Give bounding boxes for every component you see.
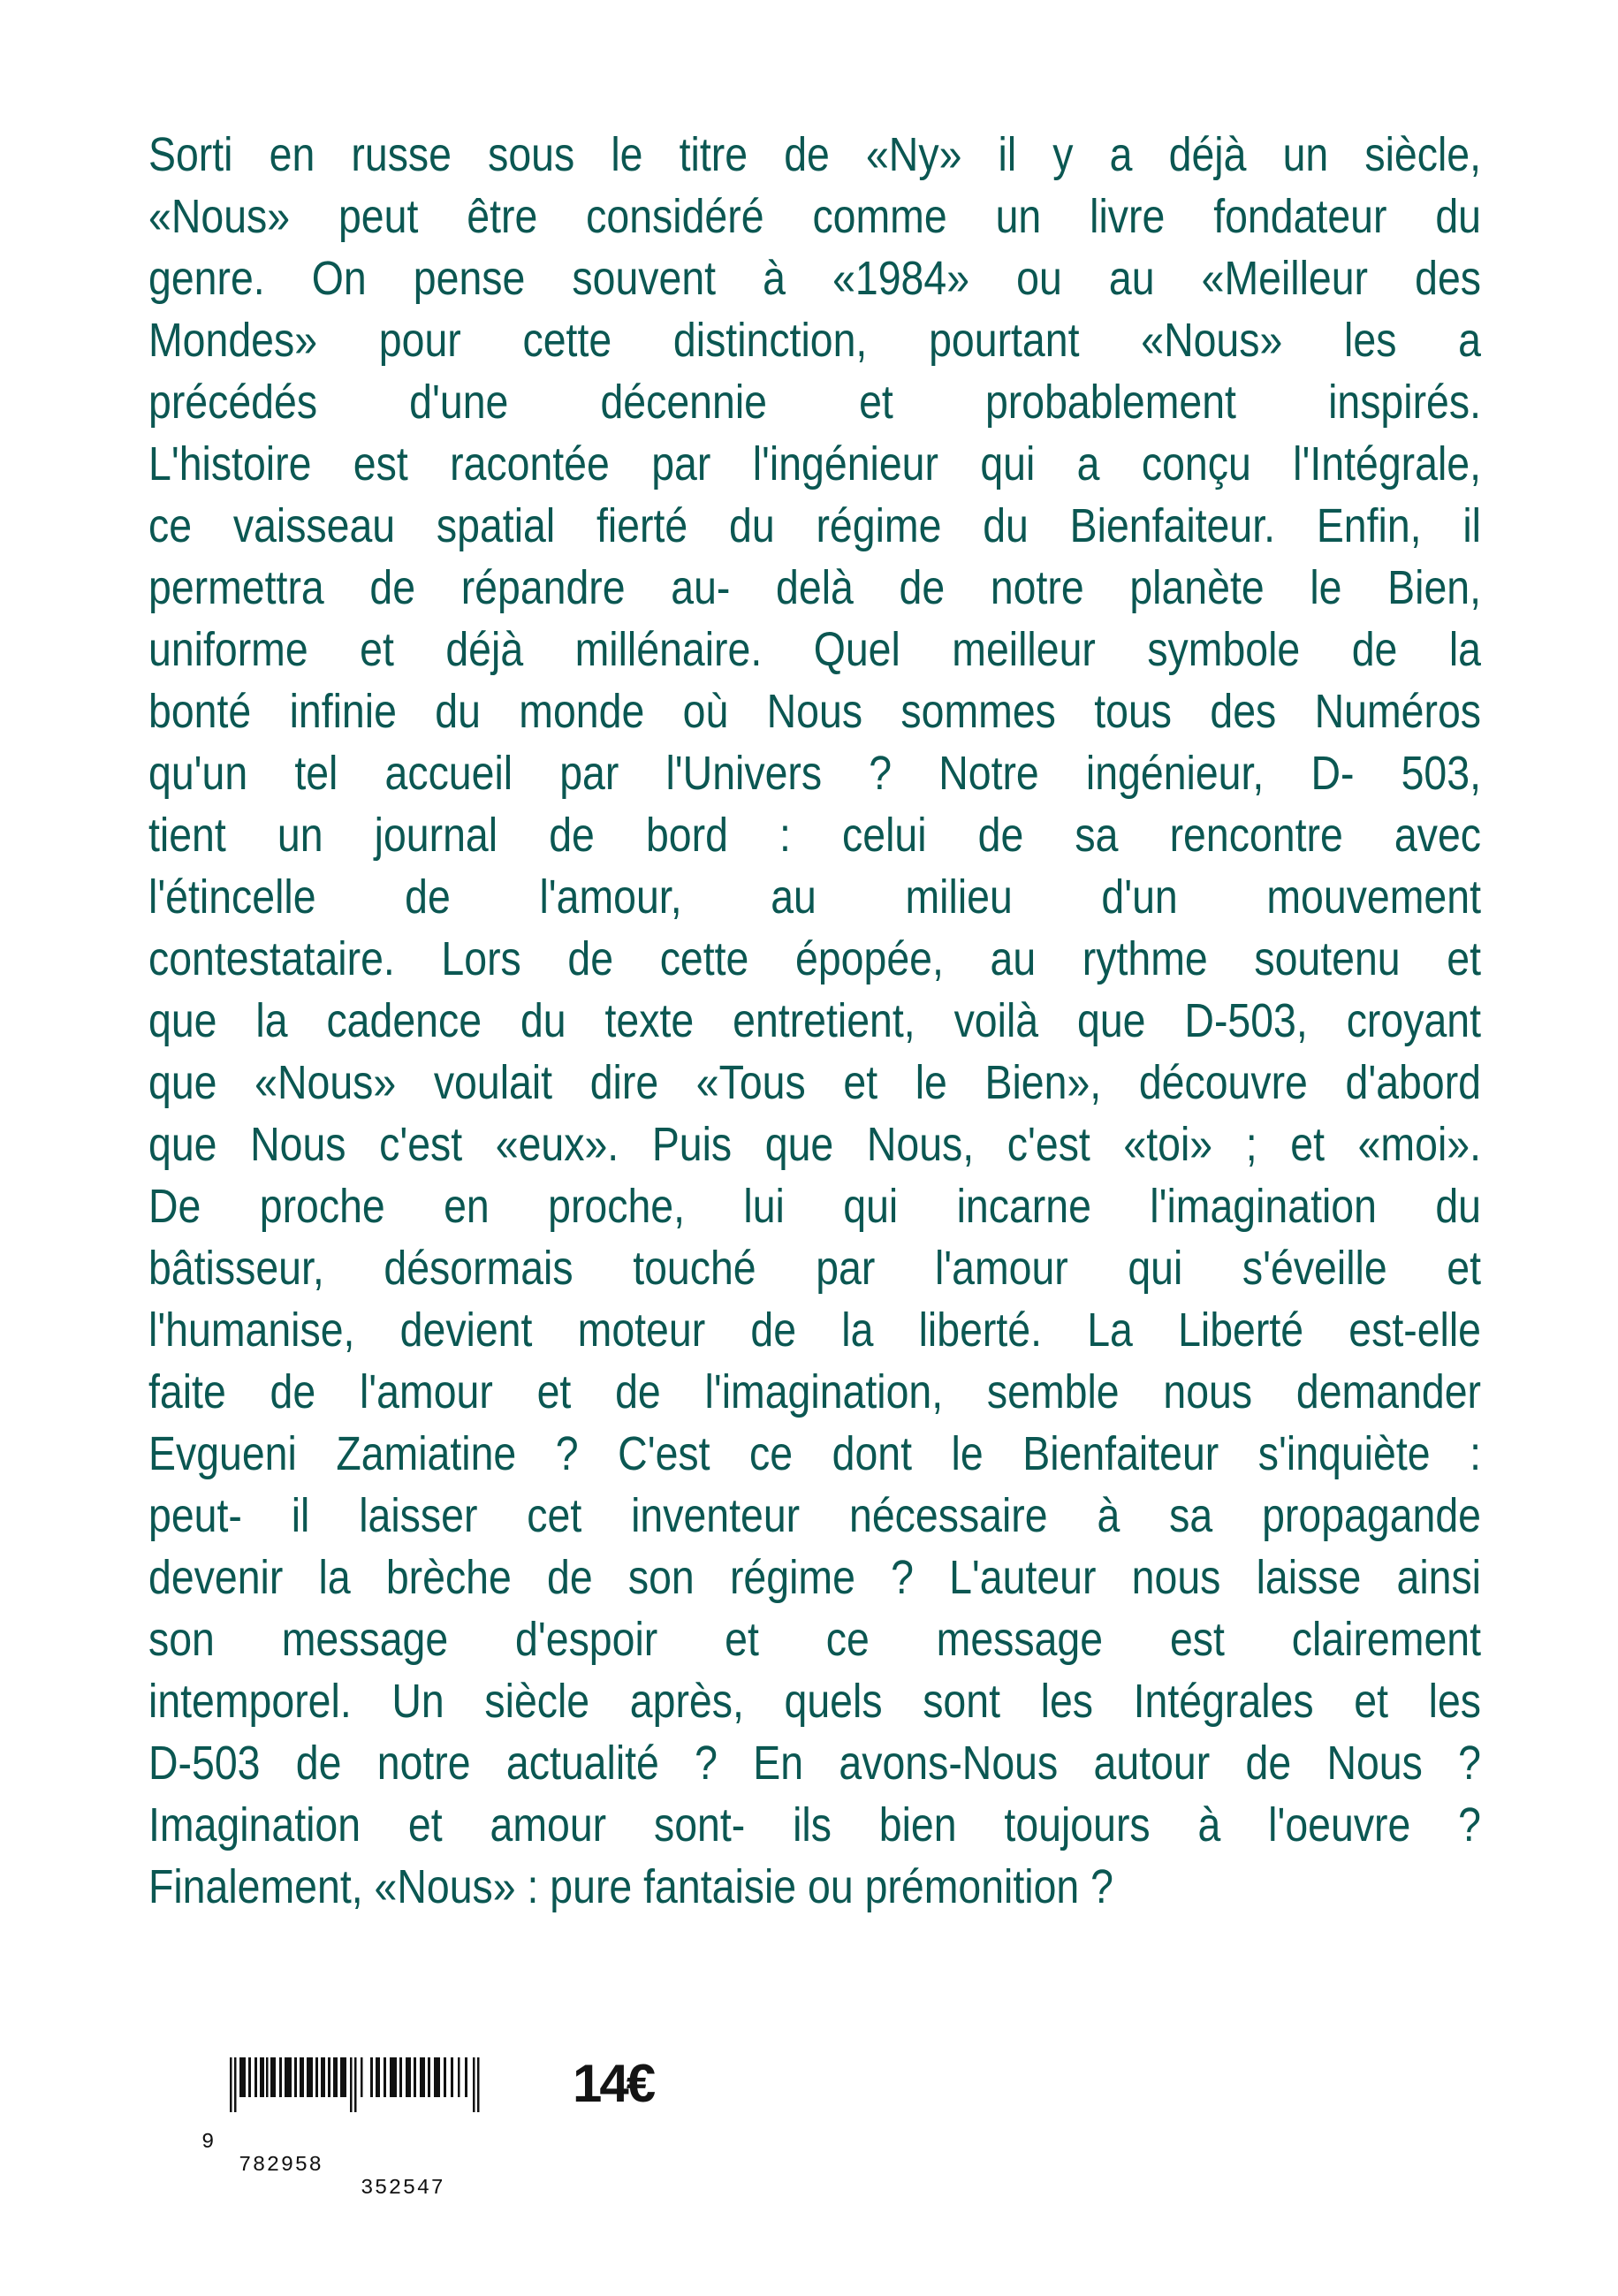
blurb-line: l'humanise, devient moteur de la liberté. La Liberté est-elle	[148, 1304, 1482, 1357]
isbn-group-right: 352547	[361, 2177, 445, 2201]
blurb-line: qu'un tel accueil par l'Univers ? Notre ingénieur, D- 503,	[148, 747, 1481, 800]
barcode-bars-icon	[230, 2057, 481, 2112]
blurb-line: précédés d'une décennie et probablement inspirés.	[148, 376, 1482, 429]
isbn-lead-digit: 9	[201, 2131, 215, 2155]
blurb-line: Mondes» pour cette distinction, pourtant «Nous» les a	[148, 314, 1482, 367]
blurb-line: bâtisseur, désormais touché par l'amour qui s'éveille et	[148, 1242, 1481, 1295]
blurb-line: faite de l'amour et de l'imagination, semble nous demander	[148, 1365, 1481, 1418]
blurb-line: Imagination et amour sont- ils bien toujours à l'oeuvre ?	[148, 1798, 1482, 1851]
blurb-line: que la cadence du texte entretient, voilà que D-503, croyant	[148, 994, 1481, 1047]
blurb-line: L'histoire est racontée par l'ingénieur qui a conçu l'Intégrale,	[148, 437, 1481, 490]
blurb-line: «Nous» peut être considéré comme un livre fondateur du	[148, 190, 1481, 243]
isbn-group-left: 782958	[239, 2154, 323, 2178]
blurb-line: que «Nous» voulait dire «Tous et le Bien», découvre d'abord	[148, 1056, 1481, 1109]
blurb-line: uniforme et déjà millénaire. Quel meilleur symbole de la	[148, 623, 1481, 676]
blurb-line: De proche en proche, lui qui incarne l'imagination du	[148, 1180, 1481, 1233]
blurb-line: son message d'espoir et ce message est clairement	[148, 1613, 1482, 1666]
blurb-line: Evgueni Zamiatine ? C'est ce dont le Bienfaiteur s'inquiète :	[148, 1427, 1481, 1480]
blurb-line: devenir la brèche de son régime ? L'auteur nous laisse ainsi	[148, 1551, 1481, 1604]
blurb-line: D-503 de notre actualité ? En avons-Nous autour de Nous ?	[148, 1737, 1481, 1790]
blurb-line: ce vaisseau spatial fierté du régime du Bienfaiteur. Enfin, il	[148, 499, 1482, 552]
price-label: 14€	[573, 2054, 654, 2113]
blurb-line: que Nous c'est «eux». Puis que Nous, c'est «toi» ; et «moi».	[148, 1118, 1481, 1171]
blurb-line: intemporel. Un siècle après, quels sont les Intégrales et les	[148, 1675, 1481, 1728]
blurb-line-last: Finalement, «Nous» : pure fantaisie ou prémonition ?	[148, 1860, 1113, 1913]
blurb-line: permettra de répandre au- delà de notre planète le Bien,	[148, 561, 1482, 614]
blurb-line: bonté infinie du monde où Nous sommes tous des Numéros	[148, 685, 1481, 738]
back-cover-blurb	[148, 124, 1481, 1918]
blurb-line: contestataire. Lors de cette épopée, au rythme soutenu et	[148, 932, 1481, 985]
isbn-barcode	[200, 2057, 491, 2201]
blurb-line: tient un journal de bord : celui de sa rencontre avec	[148, 809, 1481, 862]
isbn-number	[200, 2109, 445, 2224]
blurb-line: peut- il laisser cet inventeur nécessaire à sa propagande	[148, 1489, 1482, 1542]
blurb-line: genre. On pense souvent à «1984» ou au «Meilleur des	[148, 252, 1481, 305]
blurb-line: Sorti en russe sous le titre de «Ny» il y a déjà un siècle,	[148, 128, 1481, 181]
blurb-line: l'étincelle de l'amour, au milieu d'un mouvement	[148, 871, 1481, 924]
